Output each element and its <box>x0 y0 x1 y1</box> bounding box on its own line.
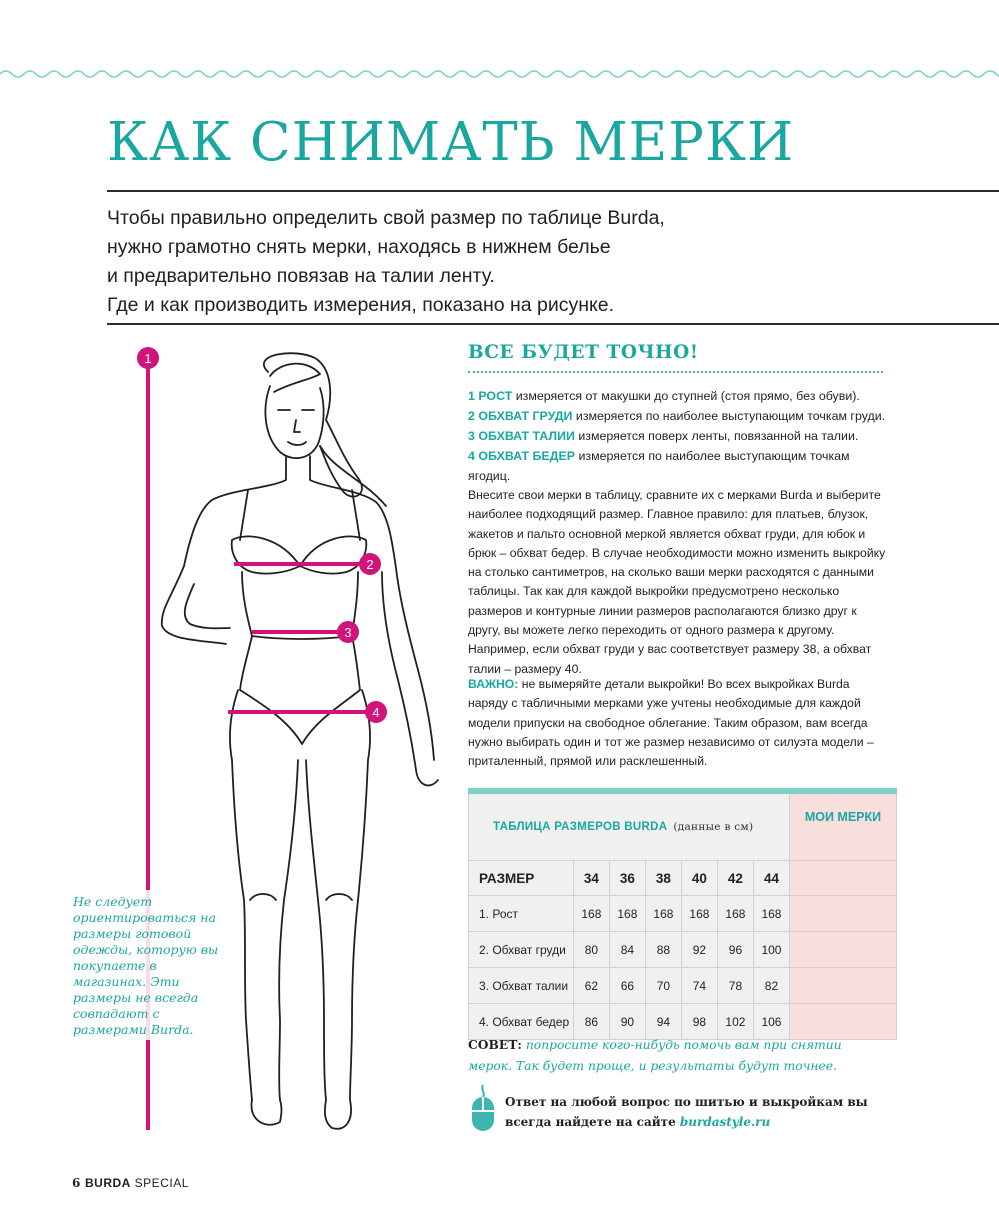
table-cell: 90 <box>609 1004 645 1040</box>
table-cell: 168 <box>609 896 645 932</box>
instructions-paragraph: Внесите свои мерки в таблицу, сравните их с мерками Burda и выберите наиболее подходящий размер. Главное правило: для платьев, блузок, жакетов и пальто основной меркой является обхват груди, для юбок и брюк – обхват бедер. В случае необходимости можно изменить выкройку на столько сантиметров, на сколько ваши мерки расходятся с данными таблицы. Так как для каждой выкройки предусмотрено несколько размеров и контурные линии размеров располагаются близко друг к другу, вы можете легко переходить от одного размера к другому. Например, если обхват груди у вас соответствует размеру 38, а обхват талии – размеру 40. <box>468 488 886 676</box>
my-measure-cell[interactable] <box>790 896 897 932</box>
table-cell: 168 <box>753 896 789 932</box>
my-measurements-header: МОИ МЕРКИ <box>790 791 897 861</box>
dotted-divider <box>468 371 883 373</box>
row-label: 1. Рост <box>469 896 574 932</box>
website-note: Ответ на любой вопрос по шитью и выкройкам вы всегда найдете на сайте burdastyle.ru <box>505 1095 868 1129</box>
size-col: 40 <box>681 861 717 896</box>
size-col: 44 <box>753 861 789 896</box>
table-cell: 84 <box>609 932 645 968</box>
website-link[interactable]: burdastyle.ru <box>679 1115 771 1129</box>
size-table <box>468 788 897 1040</box>
table-cell: 86 <box>573 1004 609 1040</box>
table-cell: 168 <box>573 896 609 932</box>
measure-item: 2 ОБХВАТ ГРУДИ измеряется по наиболее выступающим точкам груди. <box>468 409 886 423</box>
title-rule <box>107 190 999 192</box>
hair-outline <box>264 353 362 496</box>
size-col: 42 <box>717 861 753 896</box>
my-measure-cell[interactable] <box>790 932 897 968</box>
row-label: 2. Обхват груди <box>469 932 574 968</box>
size-col: 36 <box>609 861 645 896</box>
table-cell: 168 <box>681 896 717 932</box>
marker-3-label: 3 <box>344 625 352 640</box>
table-cell: 96 <box>717 932 753 968</box>
size-col: 38 <box>645 861 681 896</box>
my-measure-cell[interactable] <box>790 968 897 1004</box>
table-cell: 80 <box>573 932 609 968</box>
table-cell: 168 <box>717 896 753 932</box>
table-cell: 66 <box>609 968 645 1004</box>
table-cell: 94 <box>645 1004 681 1040</box>
table-cell: 168 <box>645 896 681 932</box>
intro-line: Чтобы правильно определить свой размер по таблице Burda, <box>107 207 665 229</box>
row-label: 4. Обхват бедер <box>469 1004 574 1040</box>
table-row <box>469 968 897 1004</box>
measurements-list <box>468 386 888 486</box>
table-cell: 62 <box>573 968 609 1004</box>
table-title-cell: ТАБЛИЦА РАЗМЕРОВ BURDA (данные в см) <box>469 791 790 861</box>
marker-1-label: 1 <box>144 351 152 366</box>
measure-item: 3 ОБХВАТ ТАЛИИ измеряется поверх ленты, повязанной на талии. <box>468 429 859 443</box>
note-sidebar: Не следует ориентироваться на размеры готовой одежды, которую вы покупаете в магазинах. Эти размеры не всегда совпадают с размерами Burda. <box>67 890 227 1040</box>
table-cell: 106 <box>753 1004 789 1040</box>
row-label: 3. Обхват талии <box>469 968 574 1004</box>
advice-paragraph: СОВЕТ: попросите кого-нибудь помочь вам при снятии мерок. Так будет проще, и результаты будут точнее. <box>468 1037 842 1073</box>
table-row <box>469 932 897 968</box>
page-number: 6 <box>72 1176 81 1190</box>
decorative-wave-border <box>0 66 999 82</box>
intro-paragraph <box>107 204 827 320</box>
marker-2-label: 2 <box>366 557 374 572</box>
my-measure-cell[interactable] <box>790 861 897 896</box>
table-cell: 82 <box>753 968 789 1004</box>
table-cell: 98 <box>681 1004 717 1040</box>
intro-rule <box>107 323 999 325</box>
table-row <box>469 896 897 932</box>
section-heading: ВСЕ БУДЕТ ТОЧНО! <box>468 342 699 363</box>
intro-line: Где и как производить измерения, показано на рисунке. <box>107 294 615 316</box>
page-title: КАК СНИМАТЬ МЕРКИ <box>107 112 795 173</box>
table-cell: 78 <box>717 968 753 1004</box>
marker-4-label: 4 <box>372 705 380 720</box>
intro-line: нужно грамотно снять мерки, находясь в нижнем белье <box>107 236 611 258</box>
table-cell: 88 <box>645 932 681 968</box>
computer-mouse-icon <box>468 1083 498 1133</box>
measure-item: 1 РОСТ измеряется от макушки до ступней (стоя прямо, без обуви). <box>468 389 860 403</box>
table-cell: 74 <box>681 968 717 1004</box>
table-cell: 92 <box>681 932 717 968</box>
important-paragraph: ВАЖНО: не вымеряйте детали выкройки! Во всех выкройках Burda наряду с табличными мерками уже учтены необходимые для каждой модели припуски на свободное облегание. Таким образом, вам всегда нужно выбирать один и тот же размер независимо от силуэта модели – приталенный, прямой или расклешенный. <box>468 677 874 769</box>
table-cell: 70 <box>645 968 681 1004</box>
size-label: РАЗМЕР <box>469 861 574 896</box>
measure-item: 4 ОБХВАТ БЕДЕР измеряется по наиболее выступающим точкам ягодиц. <box>468 449 850 483</box>
footer-brand: BURDA SPECIAL <box>85 1176 189 1190</box>
size-col: 34 <box>573 861 609 896</box>
intro-line: и предварительно повязав на талии ленту. <box>107 265 495 287</box>
table-cell: 100 <box>753 932 789 968</box>
table-cell: 102 <box>717 1004 753 1040</box>
